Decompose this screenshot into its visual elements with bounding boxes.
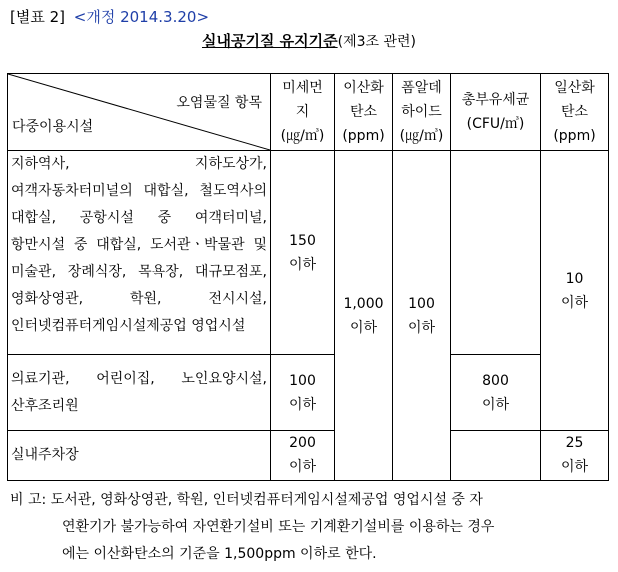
co-value-cell	[541, 431, 609, 481]
footnote-line: 비 고: 도서관, 영화상영관, 학원, 인터넷컴퓨터게임시설제공업 영업시설 중 자	[10, 492, 483, 508]
value-number: 800	[482, 372, 509, 389]
air-quality-standards-table	[7, 73, 609, 481]
table-row	[8, 151, 609, 355]
pm-value-cell	[271, 151, 335, 355]
annex-header	[10, 6, 209, 27]
title-main: 실내공기질 유지기준	[201, 32, 338, 50]
value-number: 100	[289, 372, 316, 389]
column-header-line: 지	[295, 104, 310, 120]
column-header-unit: (㎍/㎥)	[399, 128, 444, 144]
pm-value-cell	[271, 355, 335, 431]
column-header-unit: (CFU/㎥)	[466, 116, 525, 132]
column-header-line: 폼알데	[401, 80, 442, 96]
table-row	[8, 355, 609, 431]
value-suffix: 이하	[288, 396, 317, 413]
table-header-row	[8, 74, 609, 151]
annex-label: [별표 2]	[10, 8, 65, 26]
column-header-hcho	[393, 74, 451, 151]
column-header-unit: (㎍/㎥)	[280, 128, 325, 144]
column-header-co	[541, 74, 609, 151]
hcho-value-cell	[393, 151, 451, 481]
co-value-cell	[541, 151, 609, 431]
cfu-value-cell	[451, 355, 541, 431]
column-header-cfu	[451, 74, 541, 151]
value-number: 1,000	[343, 295, 384, 312]
co2-value-cell	[335, 151, 393, 481]
column-header-line: 탄소	[560, 104, 589, 120]
facility-cell: 실내주차장	[8, 431, 271, 481]
value-suffix: 이하	[288, 256, 317, 273]
value-suffix: 이하	[560, 459, 589, 475]
value-number: 10	[565, 270, 584, 287]
value-suffix: 이하	[288, 459, 317, 475]
value-number: 25	[565, 435, 584, 451]
facility-cell: 의료기관, 어린이집, 노인요양시설, 산후조리원	[8, 355, 271, 431]
footnote-line: 연환기가 불가능하여 자연환기설비 또는 기계환기설비를 이용하는 경우	[62, 519, 495, 535]
revision-note: <개정 2014.3.20>	[73, 8, 210, 26]
diagonal-line	[8, 74, 270, 150]
diagonal-header-cell	[8, 74, 271, 151]
value-suffix: 이하	[407, 319, 436, 336]
cfu-value-cell-empty	[451, 431, 541, 481]
column-header-line: 총부유세균	[461, 92, 530, 108]
facility-label: 다중이용시설	[12, 119, 94, 135]
value-number: 100	[408, 295, 435, 312]
value-number: 200	[289, 435, 316, 451]
column-header-pm	[271, 74, 335, 151]
cfu-value-cell-empty	[451, 151, 541, 355]
pollutant-items-label: 오염물질 항목	[176, 95, 262, 111]
column-header-line: 탄소	[349, 104, 378, 120]
value-suffix: 이하	[560, 294, 589, 311]
column-header-unit: (ppm)	[553, 128, 596, 144]
table-row	[8, 431, 609, 481]
value-suffix: 이하	[481, 396, 510, 413]
column-header-co2	[335, 74, 393, 151]
title-sub: (제3조 관련)	[337, 34, 417, 50]
value-suffix: 이하	[349, 319, 378, 336]
column-header-line: 이산화	[343, 80, 384, 96]
footnote-line: 에는 이산화탄소의 기준을 1,500ppm 이하로 한다.	[62, 546, 377, 562]
column-header-line: 일산화	[554, 80, 595, 96]
column-header-line: 미세먼	[282, 80, 323, 96]
facility-cell: 지하역사, 지하도상가, 여객자동차터미널의 대합실, 철도역사의 대합실, 공항시설 중 여객터미널, 항만시설 중 대합실, 도서관ㆍ박물관 및 미술관, 장례식장, 목욕장, 대규모점포, 영화상영관, 학원, 전시시설, 인터넷컴퓨터게임시설제공업 영업시설	[8, 151, 271, 355]
footnote	[10, 487, 606, 568]
value-number: 150	[289, 232, 316, 249]
column-header-line: 하이드	[401, 104, 442, 120]
column-header-unit: (ppm)	[342, 128, 385, 144]
pm-value-cell	[271, 431, 335, 481]
document-title	[0, 30, 618, 51]
